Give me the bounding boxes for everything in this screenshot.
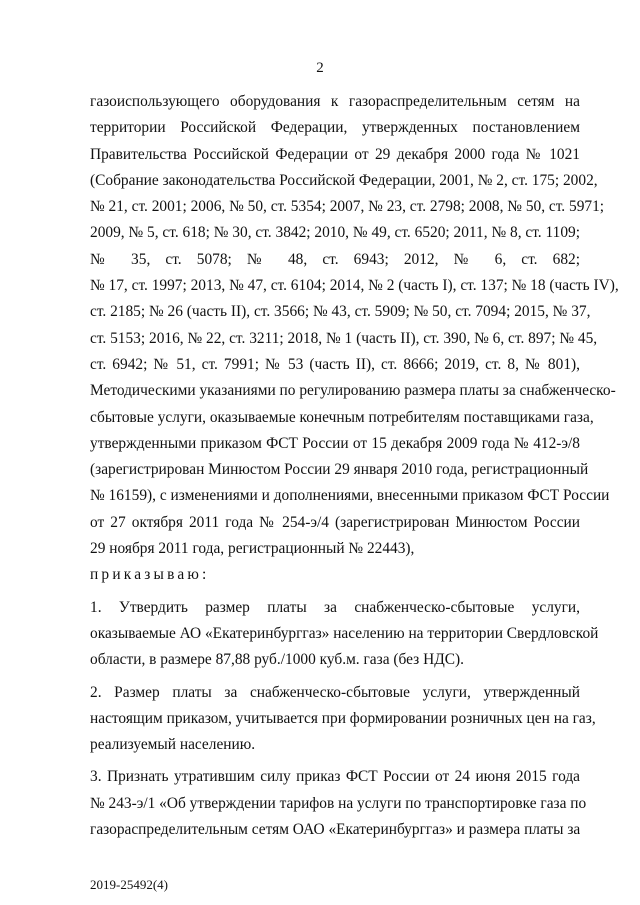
paragraph-legal-references — [90, 89, 619, 562]
text-line: № 21, ст. 2001; 2006, № 50, ст. 5354; 2007, № 23, ст. 2798; 2008, № 50, ст. 5971; — [90, 198, 605, 216]
text-line: (зарегистрирован Минюстом России 29 января 2010 года, регистрационный — [90, 461, 589, 479]
text-line: газораспределительным сетям ОАО «Екатеринбурггаз» и размера платы за — [90, 821, 581, 839]
text-line: ст. 5153; 2016, № 22, ст. 3211; 2018, № 1 (часть II), ст. 390, № 6, ст. 897; № 45, — [90, 329, 598, 347]
text-line: № 243-э/1 «Об утверждении тарифов на услуги по транспортировке газа по — [90, 794, 587, 812]
text-line: № 16159), с изменениями и дополнениями, внесенными приказом ФСТ России — [90, 487, 610, 505]
text-line: реализуемый населению. — [90, 736, 256, 754]
text-line: ст. 2185; № 26 (часть II), ст. 3566; № 43, ст. 5909; № 50, ст. 7094; 2015, № 37, — [90, 303, 591, 321]
document-body — [90, 89, 619, 843]
text-line: оказываемые АО «Екатеринбурггаз» населению на территории Свердловской — [90, 624, 599, 642]
text-line: ст. 6942; № 51, ст. 7991; № 53 (часть II), ст. 8666; 2019, ст. 8, № 801), — [90, 355, 580, 373]
text-line: территории Российской Федерации, утвержденных постановлением — [90, 119, 580, 137]
paragraph-order-word — [90, 562, 580, 588]
text-line: № 35, ст. 5078; № 48, ст. 6943; 2012, № 6, ст. 682; — [90, 250, 580, 268]
paragraph-item-1 — [90, 595, 599, 674]
text-line: газоиспользующего оборудования к газораспределительным сетям на — [90, 93, 580, 110]
text-line: № 17, ст. 1997; 2013, № 47, ст. 6104; 2014, № 2 (часть I), ст. 137; № 18 (часть IV), — [90, 277, 619, 295]
text-line: Методическими указаниями по регулированию размера платы за снабженческо- — [90, 382, 616, 400]
document-id: 2019-25492(4) — [90, 877, 168, 892]
page-number: 2 — [316, 60, 324, 76]
text-line: 2. Размер платы за снабженческо-сбытовые услуги, утвержденный — [90, 683, 580, 701]
text-line: области, в размере 87,88 руб./1000 куб.м. газа (без НДС). — [90, 651, 464, 669]
text-line: утвержденными приказом ФСТ России от 15 декабря 2009 года № 412-э/8 — [90, 434, 580, 452]
paragraph-item-3 — [90, 764, 587, 843]
paragraph-item-2 — [90, 680, 596, 759]
text-line: 2009, № 5, ст. 618; № 30, ст. 3842; 2010, № 49, ст. 6520; 2011, № 8, ст. 1109; — [90, 224, 580, 242]
text-line: от 27 октября 2011 года № 254-э/4 (зарегистрирован Минюстом России — [90, 513, 580, 531]
text-line: (Собрание законодательства Российской Федерации, 2001, № 2, ст. 175; 2002, — [90, 171, 598, 189]
text-line: настоящим приказом, учитывается при формировании розничных цен на газ, — [90, 709, 596, 727]
text-line: сбытовые услуги, оказываемые конечным потребителям поставщиками газа, — [90, 408, 594, 426]
text-line: Правительства Российской Федерации от 29 декабря 2000 года № 1021 — [90, 145, 580, 163]
text-line: 3. Признать утратившим силу приказ ФСТ России от 24 июня 2015 года — [90, 768, 580, 786]
order-word: приказываю: — [90, 566, 210, 584]
text-line: 1. Утвердить размер платы за снабженческо-сбытовые услуги, — [90, 598, 580, 616]
text-line: 29 ноября 2011 года, регистрационный № 22443), — [90, 540, 415, 558]
